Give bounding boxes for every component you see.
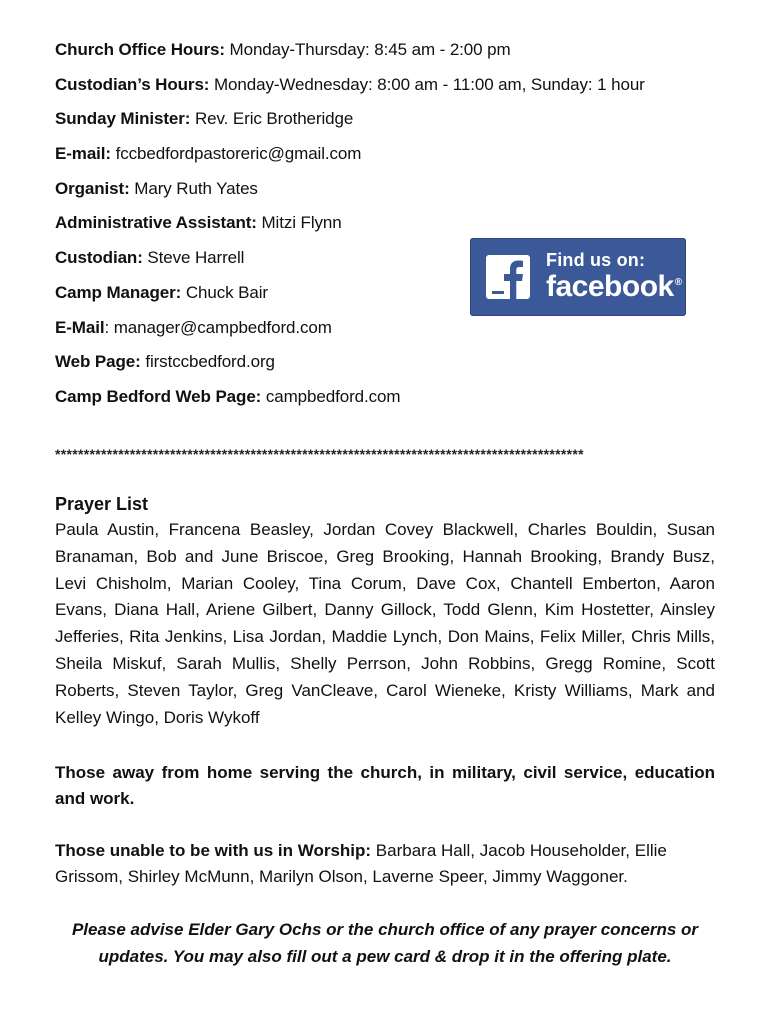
- facebook-wordmark: [546, 270, 682, 304]
- info-value: Chuck Bair: [181, 282, 268, 302]
- info-label: Camp Manager:: [55, 282, 182, 302]
- prayer-list-heading: Prayer List: [55, 494, 149, 514]
- custodian-hours-line: [55, 75, 715, 110]
- facebook-brand-text: facebook: [546, 270, 674, 303]
- info-label: Custodian’s Hours:: [55, 74, 210, 94]
- info-label: Custodian:: [55, 248, 143, 268]
- organist-line: [55, 179, 715, 214]
- pastor-email-line: [55, 144, 715, 179]
- info-value: : manager@campbedford.com: [104, 317, 332, 337]
- info-label: Web Page:: [55, 352, 141, 372]
- info-value: Monday-Wednesday: 8:00 am - 11:00 am, Sunday: 1 hour: [209, 74, 645, 94]
- away-from-home-note: Those away from home serving the church, in military, civil service, education and work.: [55, 763, 715, 808]
- unable-to-worship-paragraph: [55, 838, 715, 890]
- info-value: Mary Ruth Yates: [129, 178, 258, 198]
- sunday-minister-line: [55, 109, 715, 144]
- info-value: campbedford.com: [261, 386, 401, 406]
- unable-label: Those unable to be with us in Worship:: [55, 841, 372, 860]
- info-label: Organist:: [55, 178, 130, 198]
- camp-email-line: [55, 318, 715, 353]
- info-label: E-mail:: [55, 144, 111, 164]
- prayer-advise-note: Please advise Elder Gary Ochs or the church office of any prayer concerns or updates. You may also fill out a pew card & drop it in the offering plate.: [71, 920, 699, 966]
- info-value: Rev. Eric Brotheridge: [190, 109, 354, 129]
- facebook-f-glyph: [486, 255, 530, 299]
- info-label: Camp Bedford Web Page:: [55, 386, 262, 406]
- info-label: Sunday Minister:: [55, 109, 191, 129]
- camp-web-page-line: [55, 387, 715, 422]
- info-value: fccbedfordpastoreric@gmail.com: [110, 144, 362, 164]
- info-label: Administrative Assistant:: [55, 213, 257, 233]
- web-page-line: [55, 352, 715, 387]
- prayer-list-names: Paula Austin, Francena Beasley, Jordan Covey Blackwell, Charles Bouldin, Susan Branaman, Bob and June Briscoe, Greg Brooking, Hannah Brooking, Brandy Busz, Levi Chisholm, Marian Cooley, Tina Corum, Dave Cox, Chantell Emberton, Aaron Evans, Diana Hall, Ariene Gilbert, Danny Gillock, Todd Glenn, Kim Hostetter, Ainsley Jefferies, Rita Jenkins, Lisa Jordan, Maddie Lynch, Don Mains, Felix Miller, Chris Mills, Sheila Miskuf, Sarah Mullis, Shelly Perrson, John Robbins, Gregg Romine, Scott Roberts, Steven Taylor, Greg VanCleave, Carol Wieneke, Kristy Williams, Mark and Kelley Wingo, Doris Wykoff: [55, 520, 715, 727]
- info-value: Steve Harrell: [142, 248, 245, 268]
- info-label: Church Office Hours:: [55, 40, 225, 59]
- facebook-badge[interactable]: [470, 238, 686, 316]
- info-value: Mitzi Flynn: [256, 213, 342, 233]
- church-info-block: [55, 40, 715, 422]
- registered-mark: ®: [674, 277, 682, 288]
- info-value: Monday-Thursday: 8:45 am - 2:00 pm: [224, 40, 511, 59]
- find-us-label: Find us on:: [546, 250, 646, 270]
- office-hours-line: [55, 40, 715, 75]
- unable-names: Barbara Hall, Jacob Householder, Ellie Grissom, Shirley McMunn, Marilyn Olson, Laverne Speer, Jimmy Waggoner.: [55, 841, 667, 886]
- asterisk-divider: ********************************************************************************************: [55, 446, 584, 462]
- info-label: E-Mail: [55, 317, 105, 337]
- info-value: firstccbedford.org: [140, 352, 275, 372]
- facebook-f-icon: [486, 255, 530, 299]
